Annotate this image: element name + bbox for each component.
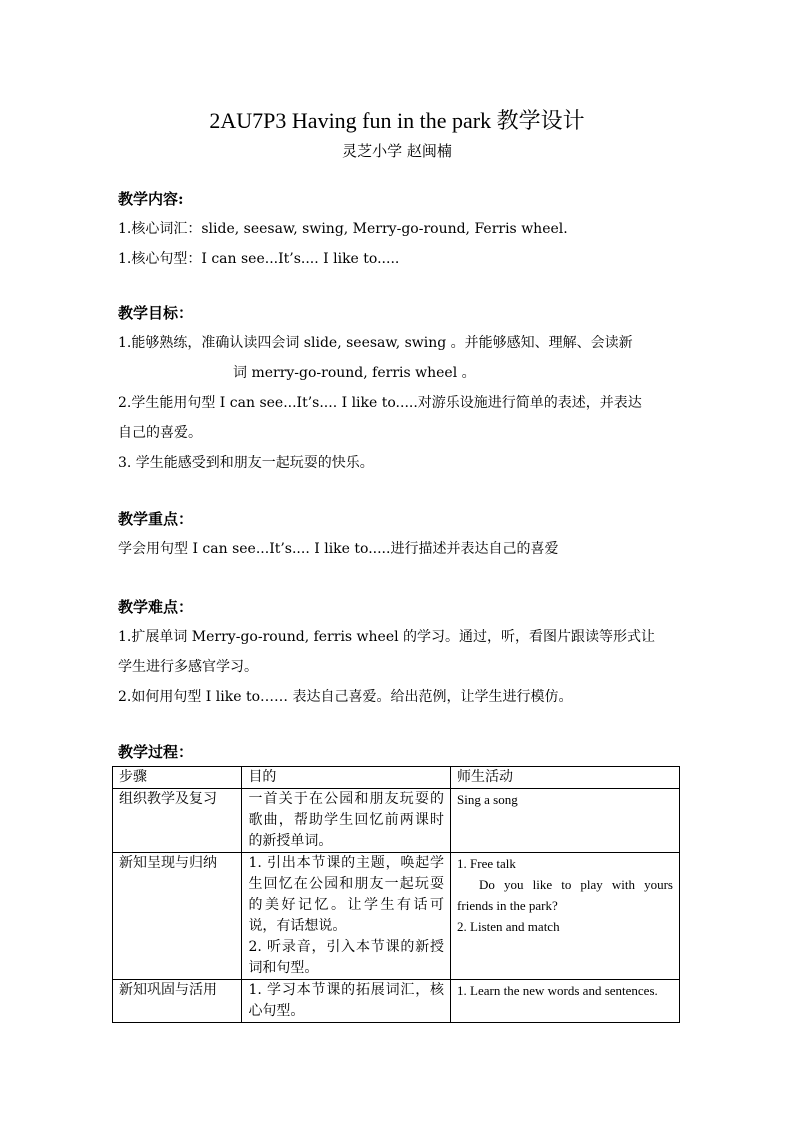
activity-text: 1. Learn the new words and sentences. (457, 983, 658, 998)
table-row (113, 980, 680, 1023)
goal-line: 3. 学生能感受到和朋友一起玩耍的快乐。 (118, 455, 374, 471)
purpose-text: 一首关于在公园和朋友玩耍的歌曲，帮助学生回忆前两课时的新授单词。 (248, 791, 445, 849)
header-cell: 师生活动 (451, 767, 680, 789)
activity-text: Do you like to play with yours friends in the park? (457, 877, 673, 913)
section-content (118, 184, 688, 274)
author-line: 灵芝小学 赵闽楠 (342, 142, 452, 160)
activity-cell (451, 980, 680, 1023)
document-title: 2AU7P3 Having fun in the park 教学设计 (209, 108, 585, 133)
step-cell: 新知呈现与归纳 (113, 853, 242, 980)
content-line: 1.核心句型：I can see...It’s.... I like to..... (118, 251, 400, 267)
content-line: 1.核心词汇：slide, seesaw, swing, Merry-go-round, Ferris wheel. (118, 221, 568, 237)
purpose-text: 1. 学习本节课的拓展词汇，核心句型。 (248, 982, 445, 1019)
difficult-line: 2.如何用句型 I like to…… 表达自己喜爱。给出范例，让学生进行模仿。 (118, 689, 573, 705)
header-cell: 步骤 (113, 767, 242, 789)
purpose-cell (242, 853, 451, 980)
section-process (118, 737, 688, 767)
step-cell: 新知巩固与活用 (113, 980, 242, 1023)
section-heading: 教学内容: (118, 190, 184, 208)
activity-text: 1. Free talk (457, 856, 516, 871)
activity-text: Sing a song (457, 792, 518, 807)
activity-cell (451, 853, 680, 980)
table-row (113, 853, 680, 980)
table-header-row (113, 767, 680, 789)
difficult-line: 学生进行多感官学习。 (118, 659, 258, 675)
section-heading: 教学难点： (118, 598, 194, 616)
purpose-text: 1. 引出本节课的主题，唤起学生回忆在公园和朋友一起玩耍的美好记忆。让学生有话可说，有话想说。 (248, 855, 445, 934)
purpose-cell (242, 980, 451, 1023)
process-table (112, 766, 680, 1023)
difficult-line: 1.扩展单词 Merry-go-round, ferris wheel 的学习。通过，听，看图片跟读等形式让 (118, 629, 656, 645)
goal-line: 自己的喜爱。 (118, 425, 202, 441)
goal-line: 2.学生能用句型 I can see...It’s.... I like to.....对游乐设施进行简单的表述，并表达 (118, 395, 642, 411)
section-goals (118, 298, 688, 478)
key-line: 学会用句型 I can see...It’s.... I like to.....进行描述并表达自己的喜爱 (118, 541, 559, 557)
activity-text: 2. Listen and match (457, 919, 560, 934)
section-heading: 教学目标： (118, 304, 194, 322)
step-cell: 组织教学及复习 (113, 789, 242, 853)
goal-line: 词 merry-go-round, ferris wheel 。 (233, 365, 476, 381)
table-row (113, 789, 680, 853)
goal-line: 1.能够熟练，准确认读四会词 slide, seesaw, swing 。并能够感知、理解、会读新 (118, 335, 633, 351)
section-heading: 教学过程： (118, 743, 194, 761)
header-cell: 目的 (242, 767, 451, 789)
section-key (118, 504, 688, 564)
purpose-text: 2. 听录音，引入本节课的新授词和句型。 (248, 939, 445, 976)
purpose-cell (242, 789, 451, 853)
section-difficult (118, 592, 688, 712)
activity-cell (451, 789, 680, 853)
section-heading: 教学重点： (118, 510, 194, 528)
